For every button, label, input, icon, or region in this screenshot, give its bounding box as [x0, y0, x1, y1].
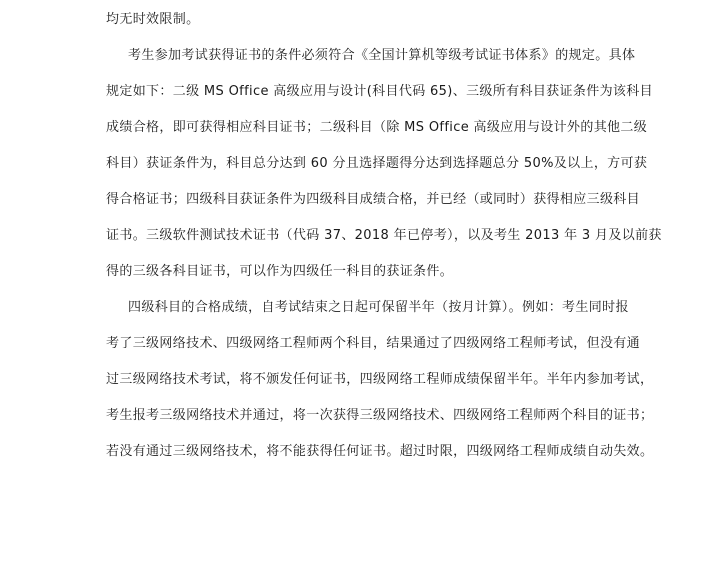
paragraph-line: 得合格证书；四级科目获证条件为四级科目成绩合格，并已经（或同时）获得相应三级科目 — [106, 192, 641, 207]
paragraph-line: 考生参加考试获得证书的条件必须符合《全国计算机等级考试证书体系》的规定。具体 — [128, 48, 636, 63]
paragraph-line: 证书。三级软件测试技术证书（代码 37、2018 年已停考），以及考生 2013 年 3 月及以前获 — [106, 228, 662, 243]
paragraph-line: 均无时效限制。 — [106, 12, 200, 27]
paragraph-line: 得的三级各科目证书，可以作为四级任一科目的获证条件。 — [106, 264, 454, 279]
paragraph-line: 考生报考三级网络技术并通过，将一次获得三级网络技术、四级网络工程师两个科目的证书； — [106, 408, 654, 423]
paragraph-line: 考了三级网络技术、四级网络工程师两个科目，结果通过了四级网络工程师考试，但没有通 — [106, 336, 641, 351]
paragraph-line: 过三级网络技术考试，将不颁发任何证书，四级网络工程师成绩保留半年。半年内参加考试， — [106, 372, 654, 387]
paragraph-line: 四级科目的合格成绩，自考试结束之日起可保留半年（按月计算）。例如：考生同时报 — [128, 300, 629, 315]
paragraph-line: 规定如下：二级 MS Office 高级应用与设计(科目代码 65)、三级所有科目获证条件为该科目 — [106, 84, 653, 99]
paragraph-line: 成绩合格，即可获得相应科目证书；二级科目（除 MS Office 高级应用与设计外的其他二级 — [106, 120, 648, 135]
paragraph-line: 科目）获证条件为，科目总分达到 60 分且选择题得分达到选择题总分 50%及以上，方可获 — [106, 156, 648, 171]
paragraph-line: 若没有通过三级网络技术，将不能获得任何证书。超过时限，四级网络工程师成绩自动失效。 — [106, 444, 654, 459]
